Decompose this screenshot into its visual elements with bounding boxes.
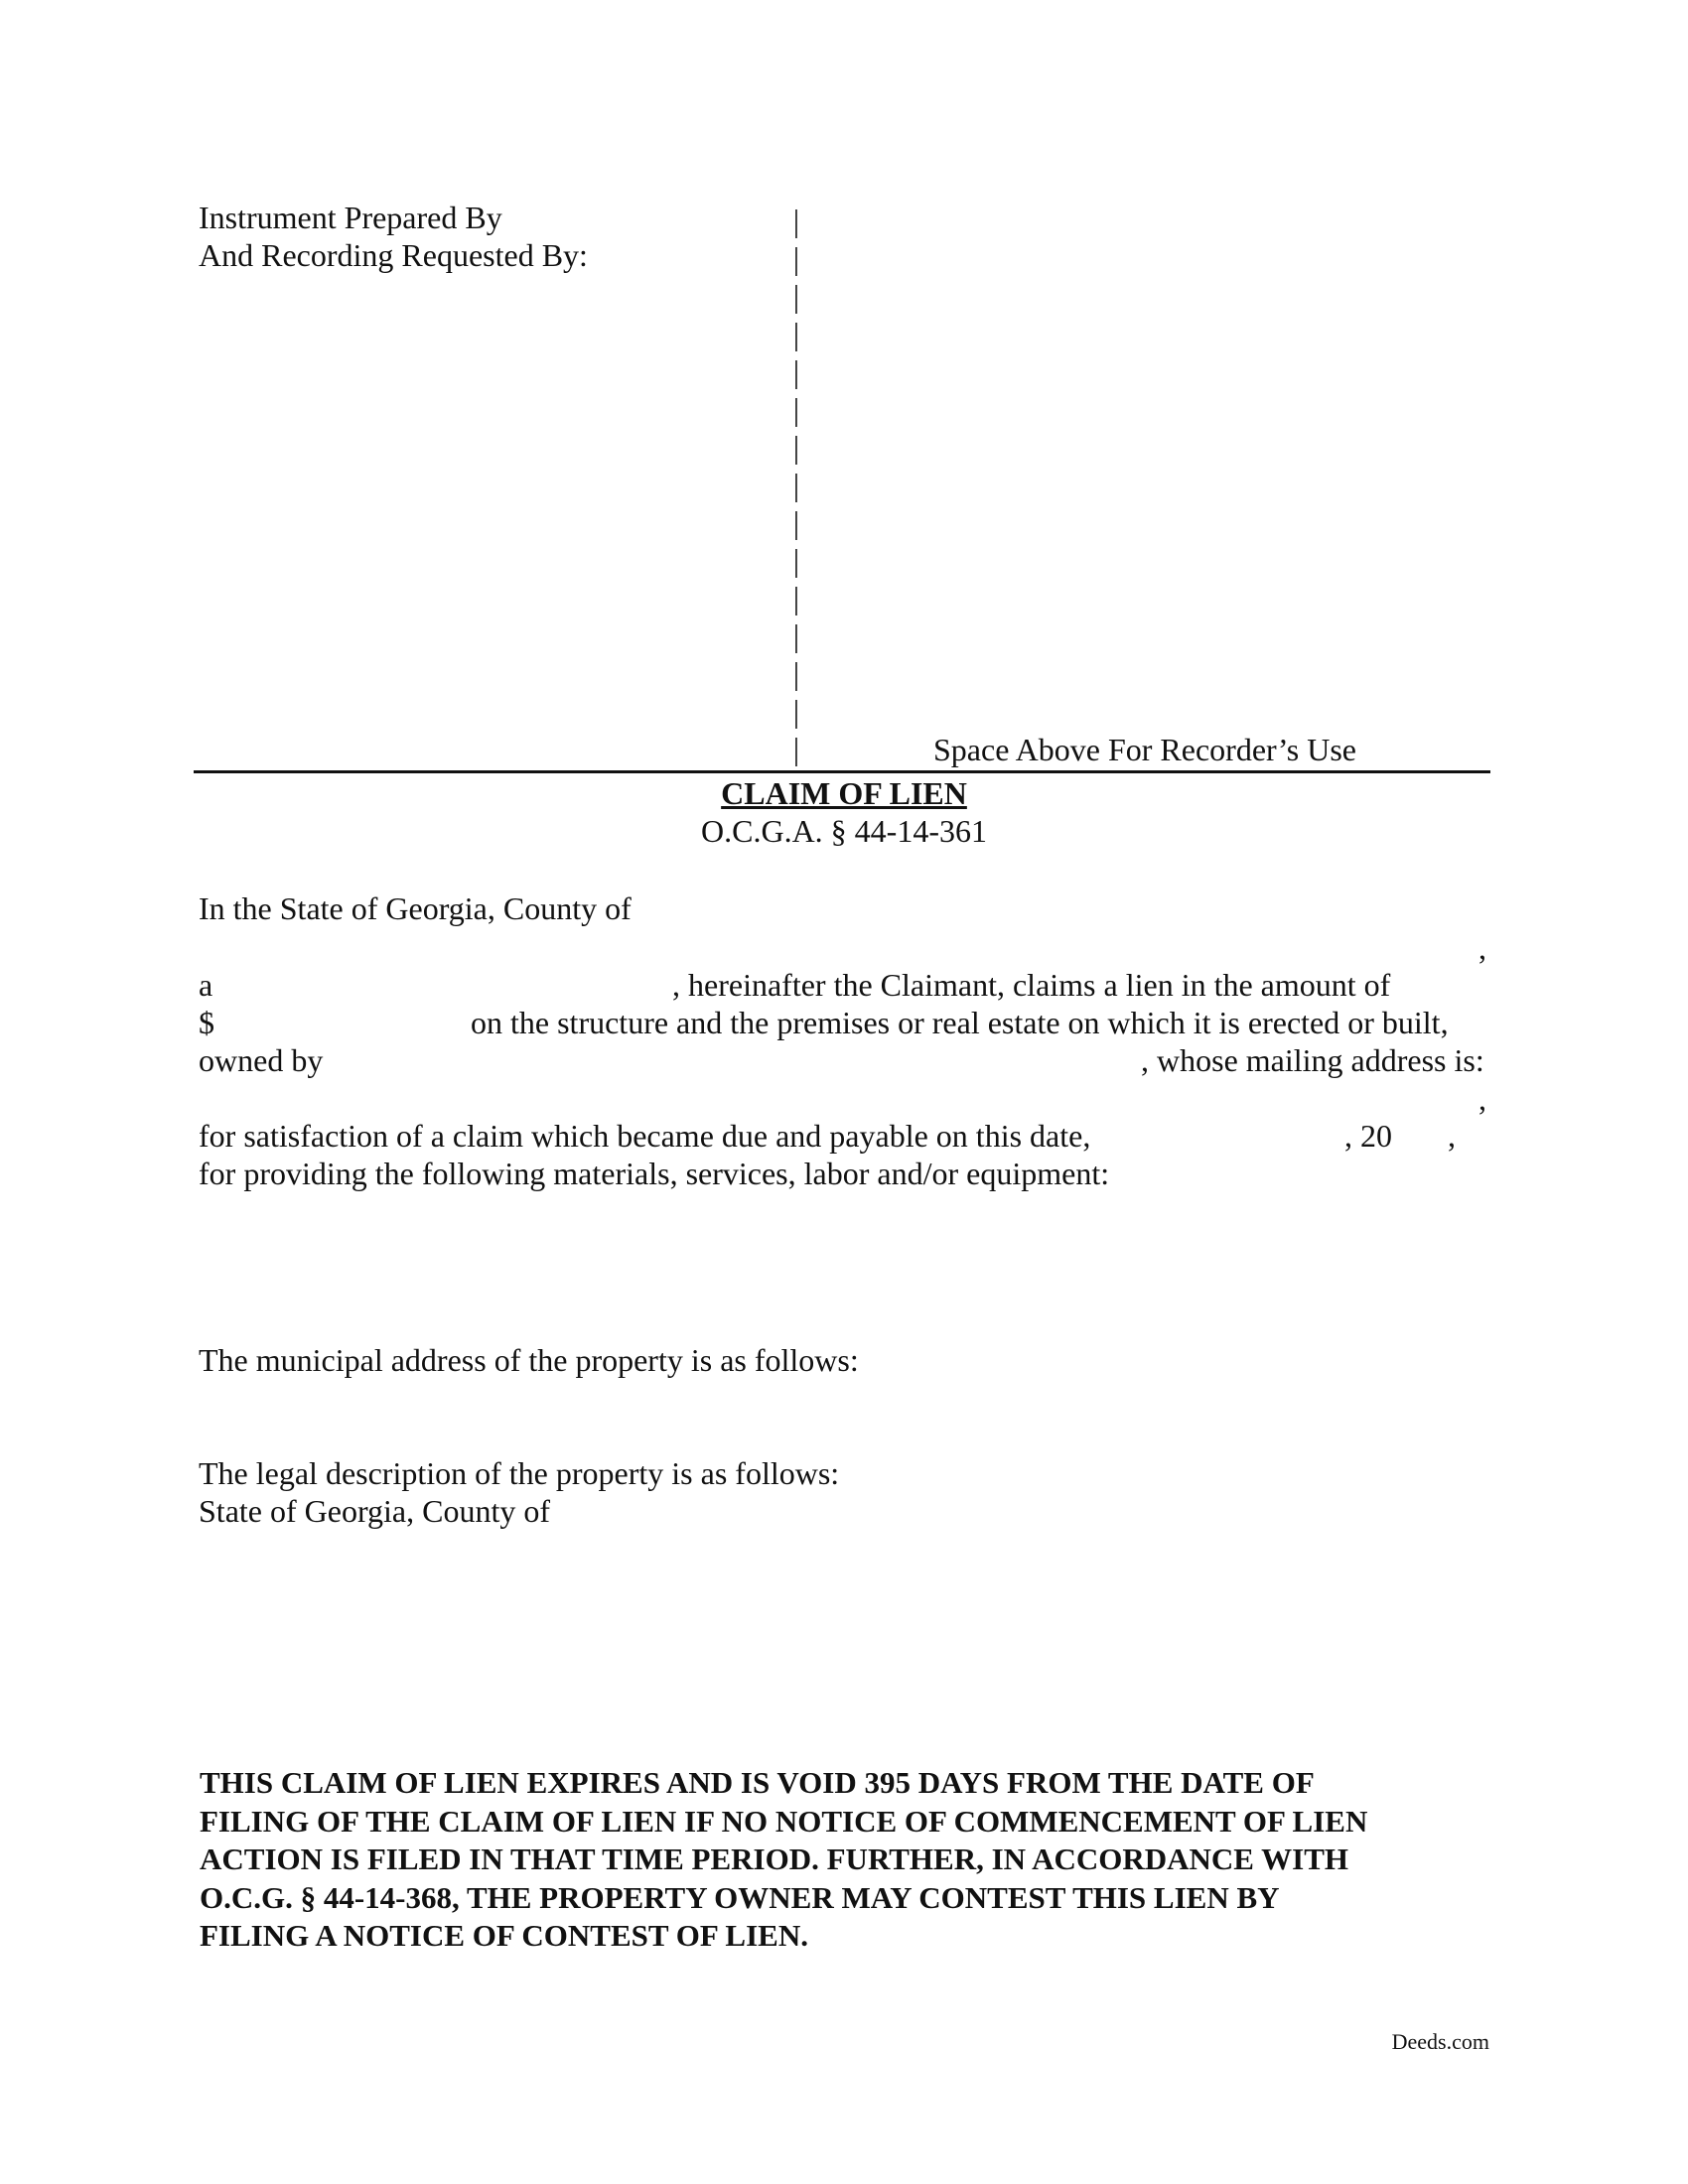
owned-by-label: owned by [199,1042,324,1078]
trailing-comma: , [1448,1118,1456,1154]
recorder-space-separator [790,202,802,767]
warning-line: O.C.G. § 44-14-368, THE PROPERTY OWNER MAY CONTEST THIS LIEN BY [200,1879,1280,1915]
legal-description-label: The legal description of the property is as follows: [199,1455,840,1491]
separator-bar: | [792,353,800,389]
separator-bar: | [792,203,800,238]
separator-bar: | [792,655,800,691]
separator-bar: | [792,240,800,276]
recording-requested-by-label: And Recording Requested By: [199,237,588,273]
separator-bar: | [792,316,800,351]
trailing-comma: , [1478,1081,1486,1117]
separator-bar: | [792,467,800,502]
year-prefix: , 20 [1344,1118,1392,1154]
document-title: CLAIM OF LIEN [721,775,967,811]
mailing-address-label: , whose mailing address is: [1141,1042,1484,1078]
warning-line: ACTION IS FILED IN THAT TIME PERIOD. FURTHER, IN ACCORDANCE WITH [200,1842,1349,1876]
claimant-text: , hereinafter the Claimant, claims a lien in the amount of [672,967,1391,1003]
warning-line: THIS CLAIM OF LIEN EXPIRES AND IS VOID 395 DAYS FROM THE DATE OF [200,1765,1315,1800]
state-county-line-2: State of Georgia, County of [199,1493,551,1529]
recorder-divider-line [194,770,1490,773]
separator-bar: | [792,617,800,653]
separator-bar: | [792,504,800,540]
warning-line: FILING OF THE CLAIM OF LIEN IF NO NOTICE OF COMMENCEMENT OF LIEN [200,1803,1368,1839]
warning-line: FILING A NOTICE OF CONTEST OF LIEN. [200,1918,808,1953]
separator-bar: | [792,693,800,729]
prepared-by-label: Instrument Prepared By [199,200,502,235]
expiration-warning [200,1764,1510,1956]
providing-text: for providing the following materials, services, labor and/or equipment: [199,1156,1110,1191]
trailing-comma: , [1478,930,1486,966]
separator-bar: | [792,580,800,615]
claimant-prefix: a [199,967,213,1003]
statute-citation: O.C.G.A. § 44-14-361 [701,813,987,849]
separator-bar: | [792,278,800,314]
dollar-sign: $ [199,1005,214,1040]
separator-bar: | [792,429,800,465]
state-county-line: In the State of Georgia, County of [199,890,632,926]
separator-bar: | [792,542,800,578]
separator-bar: | [792,731,800,766]
footer-brand: Deeds.com [1391,2029,1489,2054]
recorder-space-label: Space Above For Recorder’s Use [933,732,1356,767]
satisfaction-text: for satisfaction of a claim which became due and payable on this date, [199,1118,1091,1154]
municipal-address-label: The municipal address of the property is as follows: [199,1342,859,1378]
separator-bar: | [792,391,800,427]
structure-text: on the structure and the premises or real estate on which it is erected or built, [471,1005,1449,1040]
